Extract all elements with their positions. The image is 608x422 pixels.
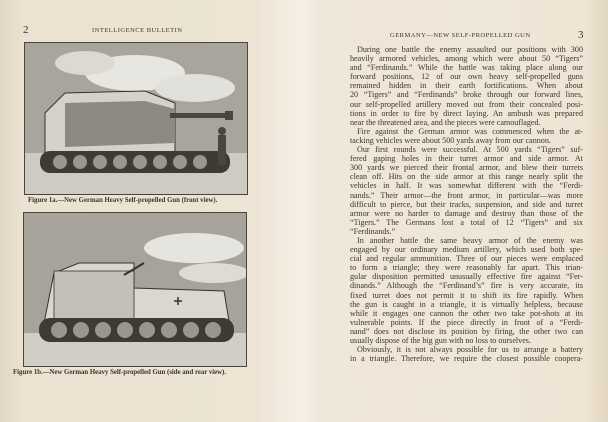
text-line: tacking vehicles were about 500 yards away from our cannon. (350, 135, 551, 145)
text-line: forward positions, 12 of our own heavy self-propelled guns (350, 72, 583, 82)
text-line: clean off. Hits on the side armor at this range nearly split the (350, 172, 583, 182)
figure-1a-caption: Figure 1a.—New German Heavy Self-propelled Gun (front view). (28, 197, 218, 204)
text-line: nand” does not disclose its position by firing, the other two can (350, 326, 583, 336)
figure-1a-illustration (24, 42, 248, 195)
text-line: our self-propelled artillery moved out from their concealed posi- (350, 99, 583, 109)
text-line: to form a triangle; they were reasonably far apart. This trian- (350, 263, 583, 273)
text-line: the gun is caught in a triangle, it is virtually helpless, because (350, 299, 583, 309)
text-line: Fire against the German armor was commenced when the at- (357, 126, 583, 136)
text-line: while it engages one cannon the other two take pot-shots at its (350, 308, 583, 318)
text-line: “Ferdinands.” (350, 226, 396, 236)
text-line: cial and regular ammunition. Three of our pieces were emplaced (350, 254, 583, 264)
figure-1b-caption: Figure 1b.—New German Heavy Self-propelled Gun (side and rear view). (13, 369, 227, 376)
text-line: engaged by our ordinary medium artillery, which used both spe- (350, 245, 583, 255)
text-line: armor were no harder to damage and destroy than those of the (350, 208, 583, 218)
text-line: gular disposition permitted unusually effective fire against “Fer- (350, 272, 583, 282)
running-head: INTELLIGENCE BULLETIN (92, 27, 183, 34)
right-page (302, 0, 608, 422)
running-head: GERMANY—NEW SELF-PROPELLED GUN (390, 32, 531, 39)
text-line: vehicles in half. It was somewhat different with the “Ferdi- (350, 181, 583, 191)
body-text (350, 45, 583, 363)
text-line: and “Ferdinands.” While the battle was taking place along our (350, 63, 583, 73)
text-line: Obviously, it is not always possible for us to arrange a battery (357, 345, 583, 355)
text-line: fixed turret does not permit it to shift its fire rapidly. When (350, 290, 583, 300)
text-line: 300 yards we pierced their frontal armor, and blew their turrets (350, 163, 583, 173)
text-line: Our first rounds were successful. At 500 yards “Tigers” suf- (357, 145, 583, 155)
text-line: 20 “Tigers” and “Ferdinands” broke through our forward lines, (350, 90, 583, 100)
page-number: 2 (23, 24, 29, 36)
figure-1b-illustration (23, 212, 247, 367)
text-line: During one battle the enemy assaulted our positions with 300 (357, 45, 583, 54)
text-line: heavily armored vehicles, among which were about 50 “Tigers” (350, 54, 583, 64)
left-page (0, 0, 302, 422)
text-line: tions in order to fire by direct laying. An ambush was prepared (350, 108, 583, 118)
text-line: In another battle the same heavy armor of the enemy was (357, 235, 583, 245)
text-line: nands.” Their armor—the front armor, in particular—was more (350, 190, 583, 200)
text-line: remained hidden in their earth fortifications. When about (350, 81, 583, 91)
text-line: difficult to pierce, but their tracks, suspension, and side and turret (350, 199, 583, 209)
text-line: usually dispose of the big gun with no loss to ourselves. (350, 336, 531, 345)
text-line: fered gaping holes in their turret armor and side armor. At (350, 154, 583, 164)
text-line: dinands.” Although the “Ferdinand’s” fire is very accurate, its (350, 281, 583, 291)
text-line: vulnerable points. If the piece directly in front of a “Ferdi- (350, 317, 583, 327)
text-line: “Tigers.” The Germans lost a total of 12 “Tigers” and six (350, 217, 583, 227)
page-number: 3 (578, 29, 584, 41)
text-line: in a triangle. Therefore, we require the closest possible coopera- (350, 354, 583, 364)
text-line: near the threatened area, and the pieces were camouflaged. (350, 117, 541, 127)
